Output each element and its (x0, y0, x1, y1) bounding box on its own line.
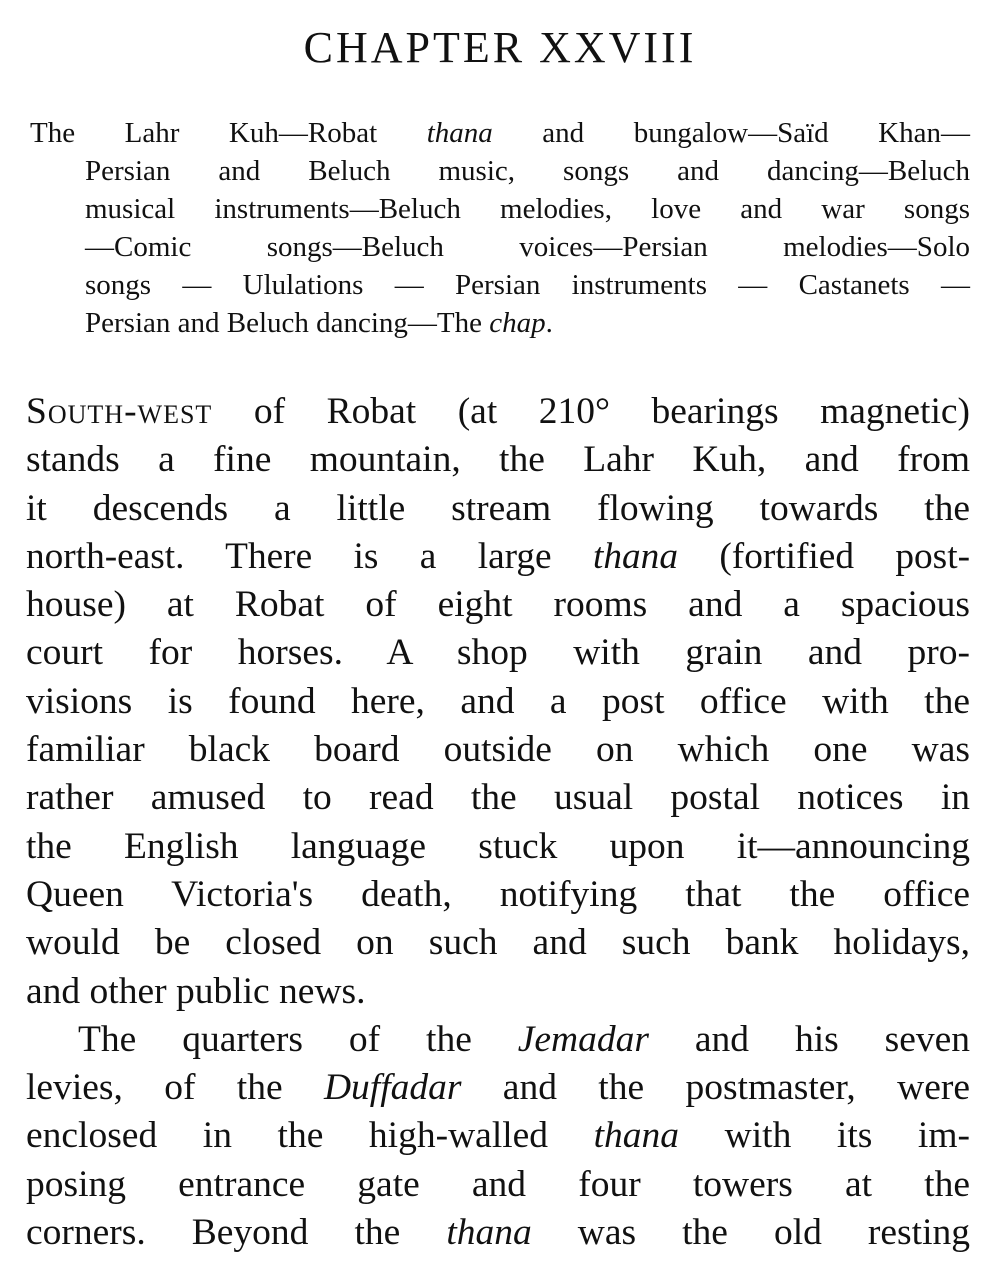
body-line: Queen Victoria's death, notifying that the office (26, 873, 970, 915)
body-line: familiar black board outside on which one was (26, 729, 970, 771)
body-line: posing entrance gate and four towers at the (26, 1163, 970, 1205)
summary-line: Persian and Beluch dancing—The chap. (85, 307, 553, 339)
body-line: the English language stuck upon it—announcing (26, 825, 970, 867)
body-line: stands a fine mountain, the Lahr Kuh, and from (26, 439, 970, 481)
body-line: court for horses. A shop with grain and pro- (26, 632, 970, 674)
body-line: house) at Robat of eight rooms and a spacious (26, 584, 970, 626)
summary-line: songs — Ululations — Persian instruments — Castanets — (85, 269, 970, 301)
body-line: it descends a little stream flowing towards the (26, 487, 970, 529)
summary-line: —Comic songs—Beluch voices—Persian melodies—Solo (85, 231, 970, 263)
chapter-title: CHAPTER XXVIII (303, 23, 697, 72)
body-text (26, 388, 970, 1257)
body-line: visions is found here, and a post office with the (26, 680, 970, 722)
body-line: north-east. There is a large thana (fortified post- (26, 535, 970, 577)
body-line: corners. Beyond the thana was the old resting (26, 1212, 970, 1254)
summary-line: The Lahr Kuh—Robat thana and bungalow—Saïd Khan— (30, 117, 970, 149)
summary-line: Persian and Beluch music, songs and dancing—Beluch (85, 155, 970, 187)
body-line: The quarters of the Jemadar and his seven (78, 1018, 970, 1060)
chapter-summary (30, 114, 970, 342)
body-line: enclosed in the high-walled thana with its im- (26, 1115, 970, 1157)
body-line: and other public news. (26, 970, 366, 1012)
body-line: South-west of Robat (at 210° bearings magnetic) (26, 391, 970, 432)
body-line: rather amused to read the usual postal notices in (26, 777, 970, 819)
body-line: would be closed on such and such bank holidays, (26, 922, 970, 964)
body-line: levies, of the Duffadar and the postmaster, were (26, 1067, 970, 1109)
summary-line: musical instruments—Beluch melodies, love and war songs (85, 193, 970, 225)
